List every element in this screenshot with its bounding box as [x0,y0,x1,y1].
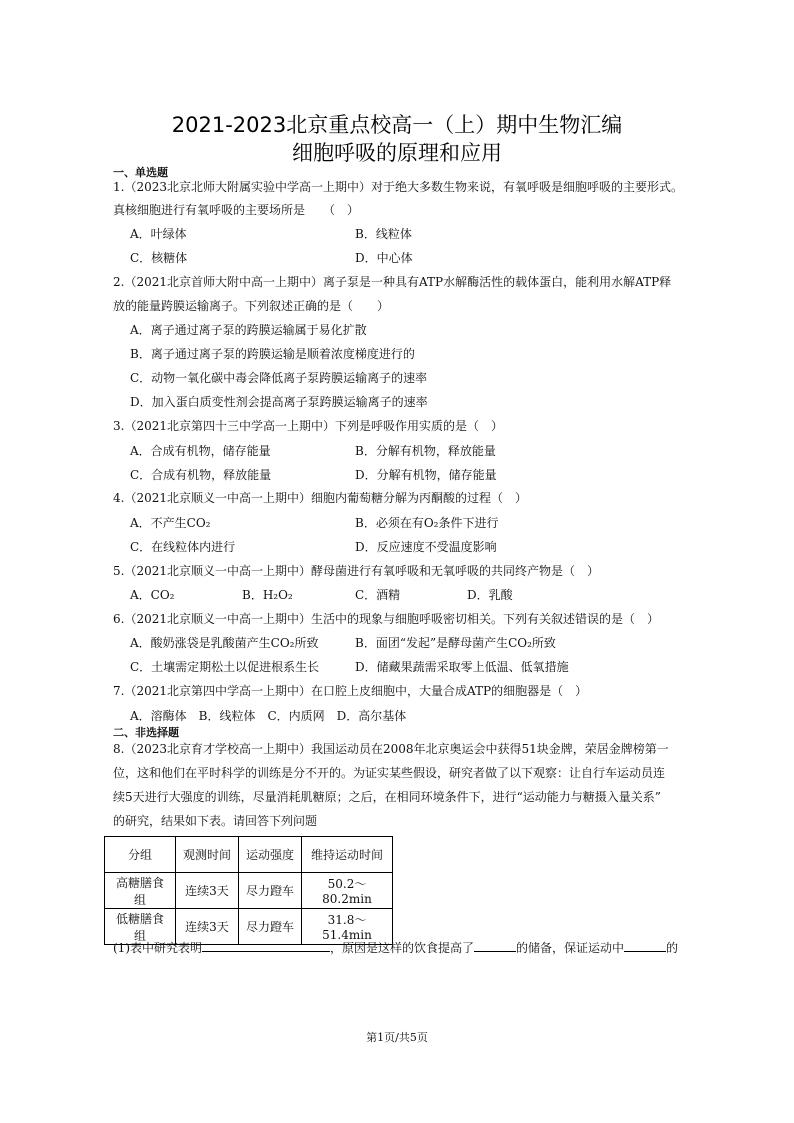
answer-blank[interactable] [202,939,330,952]
question-6-option-c: C．土壤需定期松土以促进根系生长 [130,660,320,674]
question-4-stem: 4.（2021北京顺义一中高一上期中）细胞内葡萄糖分解为丙酮酸的过程（ ） [113,491,527,505]
question-1-option-d: D．中心体 [355,251,413,265]
question-8-stem: 8.（2023北京育才学校高一上期中）我国运动员在2008年北京奥运会中获得51块金牌，荣居金牌榜第一 [113,742,669,756]
table-cell: 高糖膳食组 [105,873,176,909]
table-cell: 连续3天 [176,873,239,909]
question-3-option-c: C．合成有机物，释放能量 [130,468,272,482]
section-heading-non-choice: 二、非选择题 [113,726,179,739]
question-5-option-a: A．CO₂ [130,588,175,602]
question-1-option-b: B．线粒体 [355,227,412,241]
question-3-option-d: D．分解有机物，储存能量 [355,468,497,482]
question-5-option-d: D．乳酸 [467,588,513,602]
question-8-stem-line3: 续5天进行大强度的训练，尽量消耗肌糖原；之后，在相同环境条件下，进行“运动能力与糖摄入量关系” [113,790,661,804]
section-heading-single-choice: 一、单选题 [113,166,168,179]
question-1-option-a: A．叶绿体 [130,227,187,241]
question-3-option-a: A．合成有机物，储存能量 [130,444,271,458]
question-6-stem: 6.（2021北京顺义一中高一上期中）生活中的现象与细胞呼吸密切相关。下列有关叙述错误的是（ ） [113,612,659,626]
question-5-option-c: C．酒精 [355,588,401,602]
question-1-stem: 1.（2023北京北师大附属实验中学高一上期中）对于绝大多数生物来说，有氧呼吸是细胞呼吸的主要形式。 [113,180,683,194]
question-4-option-d: D．反应速度不受温度影响 [355,540,497,554]
question-8-stem-line2: 位，这和他们在平时科学的训练是分不开的。为证实某些假设，研究者做了以下观察：让自行车运动员连 [113,766,666,780]
subquestion-text: (1)表中研究表明 [113,941,202,955]
question-1-stem-cont: 真核细胞进行有氧呼吸的主要场所是 （ ） [113,203,360,217]
answer-blank[interactable] [624,939,666,952]
question-2-stem: 2.（2021北京首师大附中高一上期中）离子泵是一种具有ATP水解酶活性的载体蛋白，能利用水解ATP释 [113,275,672,289]
table-header-cell: 观测时间 [176,837,239,873]
table-header-row [105,837,393,873]
question-6-option-d: D．储藏果蔬需采取零上低温、低氧措施 [355,660,569,674]
table-header-cell: 分组 [105,837,176,873]
question-5-stem: 5.（2021北京顺义一中高一上期中）酵母菌进行有氧呼吸和无氧呼吸的共同终产物是（ ） [113,564,599,578]
table-row [105,873,393,909]
page-title: 2021-2023北京重点校高一（上）期中生物汇编 [171,113,623,137]
question-7-stem: 7.（2021北京第四中学高一上期中）在口腔上皮细胞中，大量合成ATP的细胞器是（ ） [113,684,588,698]
question-2-option-d: D．加入蛋白质变性剂会提高离子泵跨膜运输离子的速率 [130,395,428,409]
question-1-option-c: C．核糖体 [130,251,188,265]
question-6-option-b: B．面团“发起”是酵母菌产生CO₂所致 [355,636,556,650]
table-cell: 尽力蹬车 [239,909,302,945]
question-2-option-c: C．动物一氧化碳中毒会降低离子泵跨膜运输离子的速率 [130,371,428,385]
question-4-option-a: A．不产生CO₂ [130,516,211,530]
table-cell: 尽力蹬车 [239,873,302,909]
answer-blank[interactable] [474,939,516,952]
question-8-stem-line4: 的研究，结果如下表。请回答下列问题 [113,814,318,828]
question-4-option-c: C．在线粒体内进行 [130,540,236,554]
table-cell: 31.8～51.4min [302,909,393,945]
subquestion-text: 的储备，保证运动中 [516,941,625,955]
subquestion-text: ，原因是这样的饮食提高了 [330,941,475,955]
question-3-option-b: B．分解有机物，释放能量 [355,444,496,458]
subquestion-text: 的 [666,941,679,955]
table-cell: 50.2～80.2min [302,873,393,909]
question-2-option-b: B．离子通过离子泵的跨膜运输是顺着浓度梯度进行的 [130,347,415,361]
table-cell: 低糖膳食组 [105,909,176,945]
question-6-option-a: A．酸奶涨袋是乳酸菌产生CO₂所致 [130,636,319,650]
page-footer: 第1页/共5页 [366,1031,428,1044]
table-header-cell: 维持运动时间 [302,837,393,873]
page-subtitle: 细胞呼吸的原理和应用 [292,141,502,165]
question-8-subquestion-1 [113,939,678,956]
question-2-stem-cont: 放的能量跨膜运输离子。下列叙述正确的是（ ） [113,299,390,313]
table-header-cell: 运动强度 [239,837,302,873]
results-table [104,836,393,945]
question-5-option-b: B．H₂O₂ [242,588,293,602]
question-7-options: A．溶酶体 B．线粒体 C．内质网 D．高尔基体 [130,709,407,723]
table-cell: 连续3天 [176,909,239,945]
question-4-option-b: B．必须在有O₂条件下进行 [355,516,499,530]
question-3-stem: 3.（2021北京第四十三中学高一上期中）下列是呼吸作用实质的是（ ） [113,419,503,433]
question-2-option-a: A．离子通过离子泵的跨膜运输属于易化扩散 [130,323,367,337]
